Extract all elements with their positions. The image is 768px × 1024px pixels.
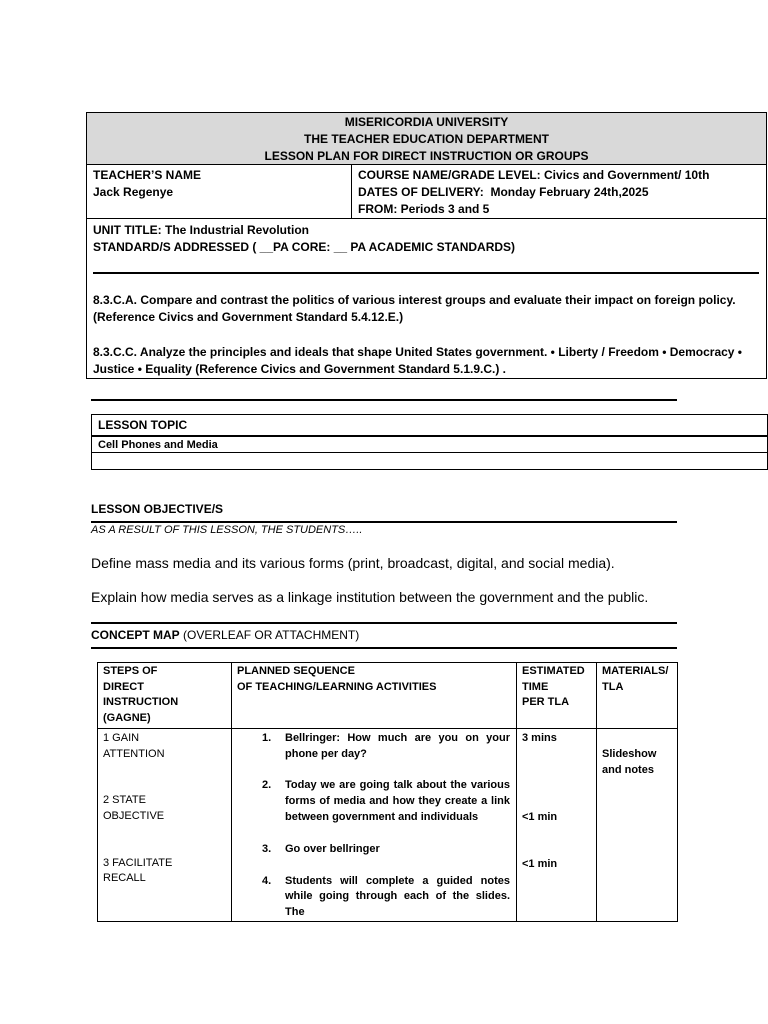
- course-cell: [352, 165, 766, 219]
- teacher-cell: [87, 165, 352, 219]
- activities-list: [238, 731, 510, 921]
- activity-item: 4. Students will complete a guided notes while going through each of the slides. The: [262, 874, 510, 919]
- standards-line: STANDARD/S ADDRESSED ( __PA CORE: __ PA ACADEMIC STANDARDS): [93, 240, 516, 254]
- university-name: MISERICORDIA UNIVERSITY: [344, 115, 509, 129]
- unit-divider: [93, 272, 759, 274]
- table-row: [98, 728, 678, 921]
- lesson-topic-label: LESSON TOPIC: [98, 418, 188, 432]
- step-3: 3 FACILITATE RECALL: [103, 856, 173, 885]
- activities-cell: [232, 728, 517, 921]
- objective-item-2: Explain how media serves as a linkage institution between the government and the public.: [91, 589, 649, 605]
- concept-map-top-rule: [91, 622, 677, 624]
- unit-cell: [87, 220, 766, 378]
- teacher-name: Jack Regenye: [93, 185, 174, 199]
- standard-2: 8.3.C.C. Analyze the principles and ideals that shape United States government. • Liberty / Freedom • Democracy • Justice • Equality (Reference Civics and Government Standard 5.1.9.C.) .: [93, 345, 743, 376]
- activity-item: 3. Go over bellringer: [262, 842, 380, 855]
- materials-line-1: Slideshow: [602, 747, 657, 760]
- header-steps: STEPS OF DIRECT INSTRUCTION (GAGNE): [98, 663, 232, 729]
- time-3: <1 min: [522, 858, 558, 871]
- activity-item: 1. Bellringer: How much are you on your phone per day?: [262, 731, 510, 760]
- table-header-row: [98, 663, 678, 729]
- section-divider: [91, 399, 677, 401]
- header-materials: MATERIALS/ TLA: [597, 663, 678, 729]
- times-cell: [517, 728, 597, 921]
- concept-map-label: CONCEPT MAP: [91, 628, 180, 642]
- step-2: 2 STATE OBJECTIVE: [103, 794, 165, 822]
- header-banner: [87, 113, 766, 165]
- dates-line: DATES OF DELIVERY: Monday February 24th,2025: [358, 185, 649, 199]
- standard-1: 8.3.C.A. Compare and contrast the politics of various interest groups and evaluate their impact on foreign policy. (Reference Civics and Government Standard 5.4.12.E.): [93, 293, 736, 324]
- objectives-rule: [91, 521, 677, 523]
- materials-cell: [597, 728, 678, 921]
- from-line: FROM: Periods 3 and 5: [358, 202, 490, 216]
- topic-bottom-divider: [92, 452, 767, 453]
- instruction-steps-table: [97, 662, 678, 922]
- steps-cell: [98, 728, 232, 921]
- activity-item: 2. Today we are going talk about the various forms of media and how they create a link between government and individuals: [262, 779, 510, 823]
- lesson-plan-header-table: [86, 112, 767, 379]
- header-planned-sequence: PLANNED SEQUENCE OF TEACHING/LEARNING ACTIVITIES: [232, 663, 517, 729]
- department-name: THE TEACHER EDUCATION DEPARTMENT: [304, 132, 549, 146]
- concept-map-note: (OVERLEAF OR ATTACHMENT): [183, 628, 360, 642]
- lesson-topic-value: Cell Phones and Media: [98, 439, 218, 451]
- concept-map-bottom-rule: [91, 647, 677, 649]
- concept-map-heading: [91, 627, 359, 644]
- unit-title: UNIT TITLE: The Industrial Revolution: [93, 223, 309, 237]
- course-line: COURSE NAME/GRADE LEVEL: Civics and Government/ 10th: [358, 168, 710, 182]
- objective-item-1: Define mass media and its various forms (print, broadcast, digital, and social media).: [91, 555, 615, 571]
- step-1: 1 GAIN ATTENTION: [103, 731, 165, 760]
- plan-type: LESSON PLAN FOR DIRECT INSTRUCTION OR GROUPS: [264, 149, 589, 163]
- objectives-subtitle: AS A RESULT OF THIS LESSON, THE STUDENTS…..: [91, 524, 363, 536]
- time-2: <1 min: [522, 810, 558, 823]
- lesson-topic-box: [91, 414, 768, 470]
- header-estimated-time: ESTIMATED TIME PER TLA: [517, 663, 597, 729]
- objectives-label: LESSON OBJECTIVE/S: [91, 502, 224, 516]
- time-1: 3 mins: [522, 731, 557, 744]
- teacher-label: TEACHER’S NAME: [93, 168, 202, 182]
- materials-line-2: and notes: [602, 763, 654, 776]
